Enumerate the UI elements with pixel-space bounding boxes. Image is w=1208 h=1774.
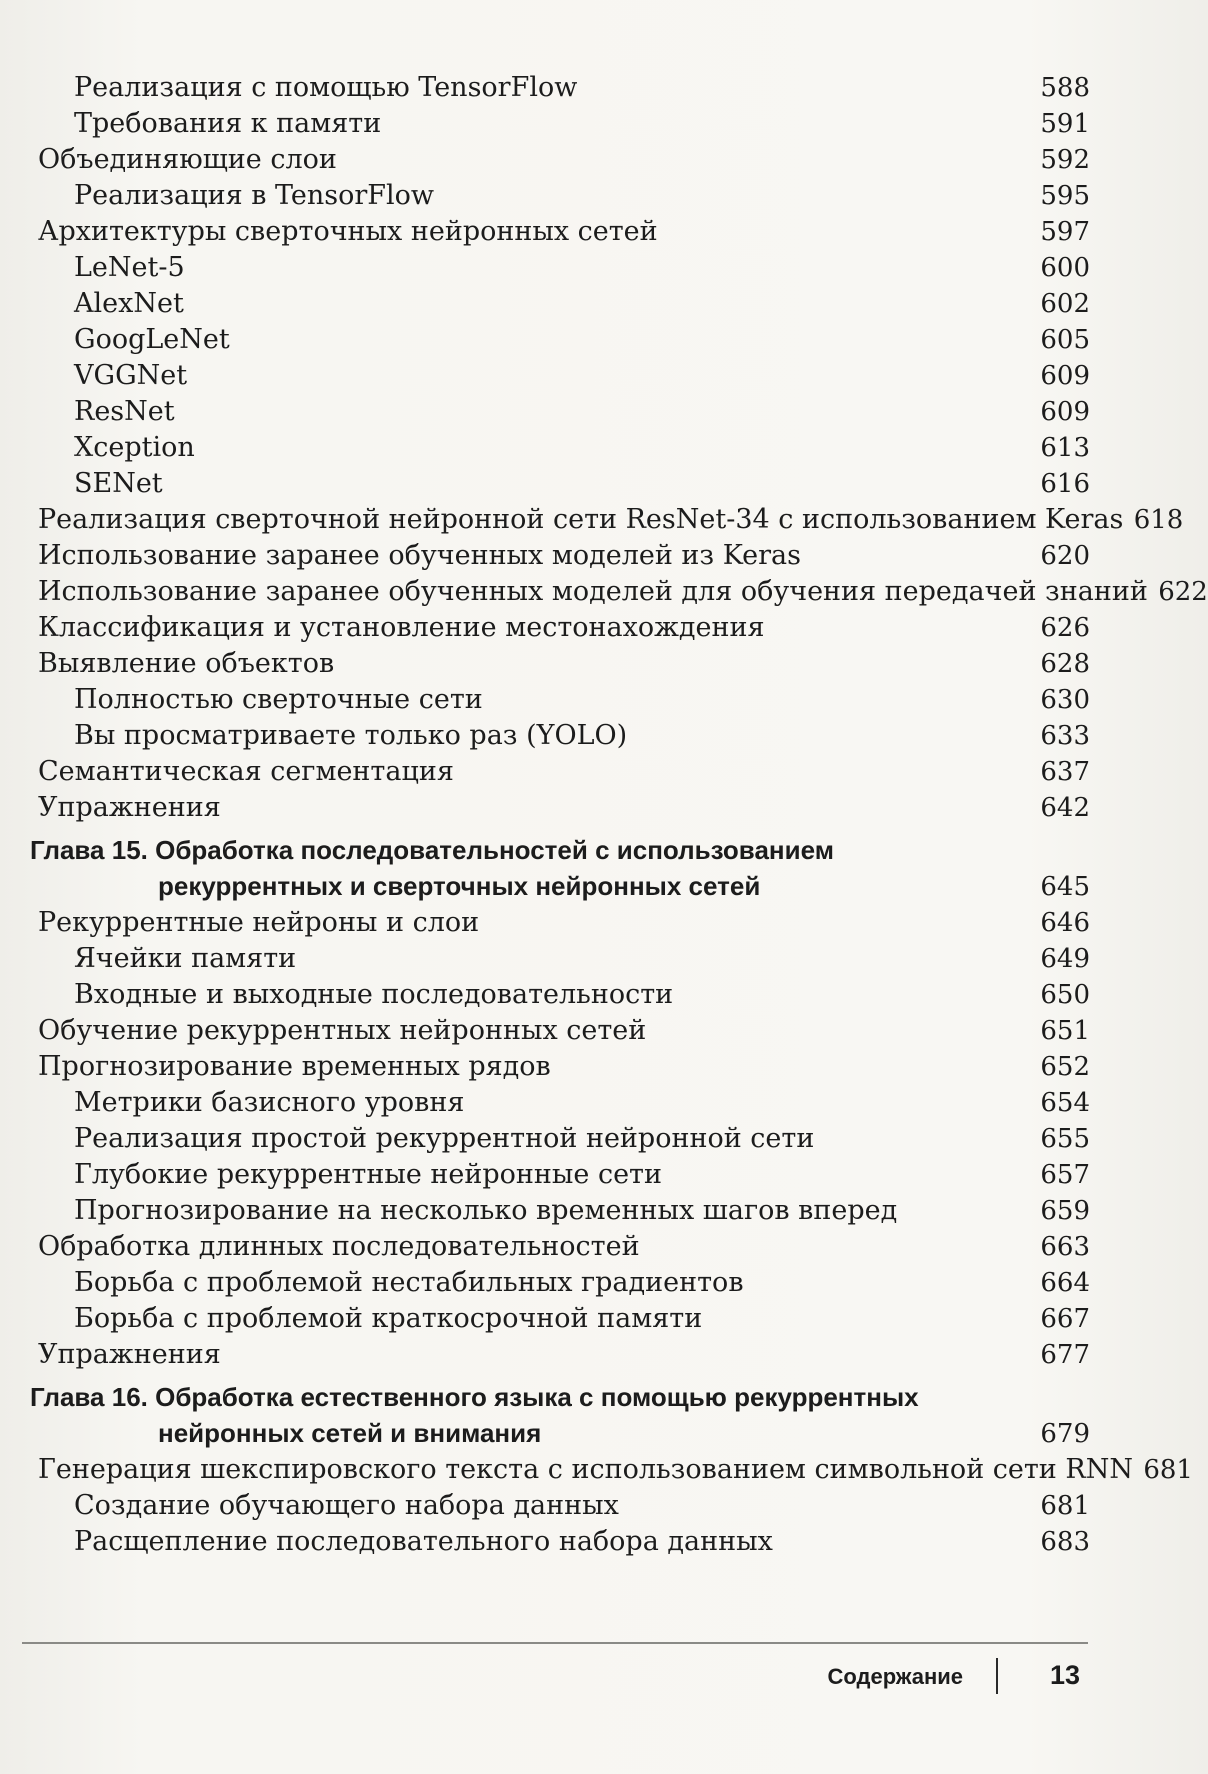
chapter-15-heading — [30, 832, 1090, 905]
toc-entry — [30, 394, 1090, 430]
toc-entry-title: Использование заранее обученных моделей из Keras — [38, 540, 802, 571]
toc-entry — [30, 1265, 1090, 1301]
table-of-contents — [30, 70, 1208, 1560]
toc-entry — [30, 574, 1208, 610]
toc-entry-page: 683 — [1040, 1527, 1090, 1557]
chapter-16-page: 679 — [1040, 1419, 1090, 1449]
toc-entry-page: 642 — [1040, 793, 1090, 823]
toc-entry-page: 597 — [1040, 217, 1090, 247]
toc-entry-page: 654 — [1040, 1088, 1090, 1118]
toc-entry-title: Глубокие рекуррентные нейронные сети — [74, 1159, 662, 1190]
toc-entry-title: Входные и выходные последовательности — [74, 979, 674, 1010]
toc-entry-title: Семантическая сегментация — [38, 756, 454, 787]
toc-entry-title: ResNet — [74, 396, 175, 427]
toc-entry-title: Борьба с проблемой нестабильных градиентов — [74, 1267, 744, 1298]
toc-group-chapter15 — [30, 905, 1090, 1373]
toc-entry — [30, 178, 1090, 214]
toc-entry — [30, 1193, 1090, 1229]
chapter-16-title-line1: Глава 16. Обработка естественного языка с помощью рекуррентных — [30, 1382, 919, 1412]
chapter-16-title-line2: нейронных сетей и внимания — [158, 1418, 542, 1448]
footer-divider — [996, 1658, 998, 1694]
toc-entry — [30, 1488, 1090, 1524]
toc-entry — [30, 718, 1090, 754]
toc-entry-page: 616 — [1040, 469, 1090, 499]
toc-entry-page: 659 — [1040, 1196, 1090, 1226]
toc-entry-page: 595 — [1040, 181, 1090, 211]
toc-entry-title: Архитектуры сверточных нейронных сетей — [38, 216, 658, 247]
toc-entry-title: Обучение рекуррентных нейронных сетей — [38, 1015, 647, 1046]
toc-entry-page: 657 — [1040, 1160, 1090, 1190]
toc-entry-page: 618 — [1133, 505, 1184, 535]
toc-entry-page: 592 — [1040, 145, 1090, 175]
toc-entry-title: Требования к памяти — [74, 108, 382, 139]
toc-entry-title: Вы просматриваете только раз (YOLO) — [74, 720, 628, 751]
toc-entry-title: Создание обучающего набора данных — [74, 1490, 619, 1521]
toc-entry-title: Реализация сверточной нейронной сети ResNet-34 с использованием Keras — [38, 504, 1124, 535]
toc-entry-title: Метрики базисного уровня — [74, 1087, 465, 1118]
toc-entry-page: 620 — [1040, 541, 1090, 571]
toc-entry-title: SENet — [74, 468, 163, 499]
toc-group-chapter14 — [30, 70, 1208, 826]
toc-entry-page: 649 — [1040, 944, 1090, 974]
toc-entry-title: Xception — [74, 432, 195, 463]
toc-entry-title: Рекуррентные нейроны и слои — [38, 907, 480, 938]
toc-entry — [30, 610, 1090, 646]
toc-entry — [30, 322, 1090, 358]
toc-entry-page: 646 — [1040, 908, 1090, 938]
chapter-15-title-line2: рекуррентных и сверточных нейронных сетей — [158, 871, 761, 901]
toc-entry — [30, 1157, 1090, 1193]
toc-entry-title: Реализация в TensorFlow — [74, 180, 435, 211]
toc-entry-page: 664 — [1040, 1268, 1090, 1298]
toc-entry — [30, 142, 1090, 178]
toc-entry-page: 605 — [1040, 325, 1090, 355]
toc-entry-title: Реализация простой рекуррентной нейронной сети — [74, 1123, 815, 1154]
toc-entry — [30, 70, 1090, 106]
toc-entry — [30, 1524, 1090, 1560]
toc-entry — [30, 754, 1090, 790]
toc-entry-page: 591 — [1040, 109, 1090, 139]
chapter-16-heading — [30, 1379, 1090, 1452]
toc-entry-page: 602 — [1040, 289, 1090, 319]
toc-entry — [30, 214, 1090, 250]
toc-entry-title: Полностью сверточные сети — [74, 684, 483, 715]
toc-entry-page: 626 — [1040, 613, 1090, 643]
toc-entry-page: 609 — [1040, 361, 1090, 391]
toc-entry — [30, 790, 1090, 826]
toc-entry — [30, 941, 1090, 977]
chapter-15-page: 645 — [1040, 872, 1090, 902]
toc-entry-page: 667 — [1040, 1304, 1090, 1334]
toc-entry-page: 628 — [1040, 649, 1090, 679]
toc-entry-title: VGGNet — [74, 360, 188, 391]
toc-entry — [30, 502, 1184, 538]
toc-entry-title: AlexNet — [74, 288, 184, 319]
toc-entry — [30, 466, 1090, 502]
toc-entry — [30, 905, 1090, 941]
toc-entry-page: 650 — [1040, 980, 1090, 1010]
toc-entry-title: LeNet-5 — [74, 252, 185, 283]
toc-entry — [30, 1229, 1090, 1265]
toc-entry-page: 588 — [1040, 73, 1090, 103]
toc-entry-page: 651 — [1040, 1016, 1090, 1046]
toc-entry — [30, 1337, 1090, 1373]
toc-entry — [30, 1049, 1090, 1085]
toc-entry — [30, 977, 1090, 1013]
toc-entry-title: Прогнозирование на несколько временных шагов вперед — [74, 1195, 898, 1226]
toc-entry-page: 681 — [1143, 1455, 1193, 1485]
toc-entry — [30, 646, 1090, 682]
toc-entry-page: 681 — [1040, 1491, 1090, 1521]
toc-entry-title: Генерация шекспировского текста с использованием символьной сети RNN — [38, 1454, 1133, 1485]
toc-entry — [30, 1085, 1090, 1121]
toc-entry — [30, 1121, 1090, 1157]
toc-entry-title: Ячейки памяти — [74, 943, 297, 974]
toc-entry — [30, 1452, 1193, 1488]
toc-entry-title: Упражнения — [38, 1339, 221, 1370]
page-footer — [22, 1642, 1088, 1690]
toc-entry-page: 655 — [1040, 1124, 1090, 1154]
toc-entry — [30, 538, 1090, 574]
footer-section-label: Содержание — [827, 1664, 963, 1689]
toc-entry — [30, 106, 1090, 142]
toc-entry-title: Классификация и установление местонахождения — [38, 612, 765, 643]
toc-entry-title: Использование заранее обученных моделей для обучения передачей знаний — [38, 576, 1148, 607]
toc-entry-title: GoogLeNet — [74, 324, 230, 355]
toc-entry-page: 633 — [1040, 721, 1090, 751]
toc-entry-page: 652 — [1040, 1052, 1090, 1082]
toc-entry-title: Выявление объектов — [38, 648, 335, 679]
toc-entry — [30, 682, 1090, 718]
toc-entry-title: Расщепление последовательного набора данных — [74, 1526, 773, 1557]
toc-entry — [30, 250, 1090, 286]
toc-entry-page: 630 — [1040, 685, 1090, 715]
toc-entry-title: Обработка длинных последовательностей — [38, 1231, 640, 1262]
toc-entry-page: 609 — [1040, 397, 1090, 427]
toc-entry-page: 677 — [1040, 1340, 1090, 1370]
toc-entry — [30, 430, 1090, 466]
toc-entry — [30, 286, 1090, 322]
toc-entry-title: Борьба с проблемой краткосрочной памяти — [74, 1303, 703, 1334]
footer-page-number: 13 — [1049, 1660, 1080, 1690]
toc-entry — [30, 358, 1090, 394]
chapter-15-title-line1: Глава 15. Обработка последовательностей с использованием — [30, 835, 834, 865]
toc-entry — [30, 1013, 1090, 1049]
toc-entry-page: 600 — [1040, 253, 1090, 283]
toc-entry — [30, 1301, 1090, 1337]
toc-entry-title: Упражнения — [38, 792, 221, 823]
toc-entry-title: Прогнозирование временных рядов — [38, 1051, 551, 1082]
toc-entry-title: Реализация с помощью TensorFlow — [74, 72, 578, 103]
toc-group-chapter16 — [30, 1452, 1193, 1560]
toc-entry-page: 622 — [1158, 577, 1208, 607]
toc-entry-page: 613 — [1040, 433, 1090, 463]
toc-entry-page: 637 — [1040, 757, 1090, 787]
toc-entry-title: Объединяющие слои — [38, 144, 337, 175]
toc-entry-page: 663 — [1040, 1232, 1090, 1262]
